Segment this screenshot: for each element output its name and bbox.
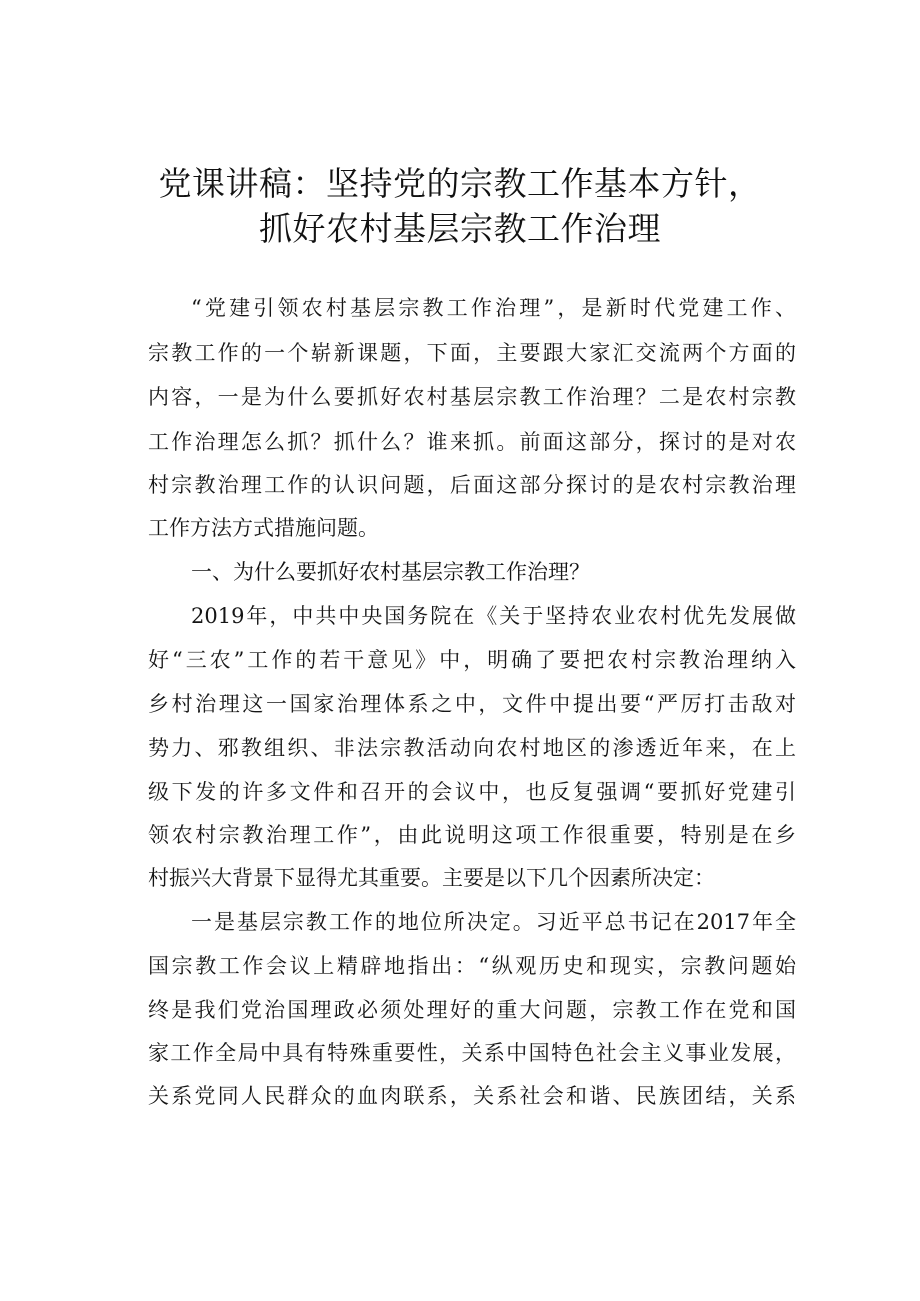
paragraph-line: 势力、邪教组织、非法宗教活动向农村地区的渗透近年来，在上 bbox=[148, 736, 796, 760]
paragraph-line: 关系党同人民群众的血肉联系，关系社会和谐、民族团结，关系 bbox=[148, 1084, 796, 1108]
paragraph-line: 村振兴大背景下显得尤其重要。主要是以下几个因素所决定： bbox=[148, 866, 715, 890]
paragraph-line: 2019年，中共中央国务院在《关于坚持农业农村优先发展做 bbox=[191, 604, 796, 628]
document-title-line-1: 党课讲稿：坚持党的宗教工作基本方针， bbox=[158, 164, 762, 203]
paragraph-line: 好“三农”工作的若干意见》中，明确了要把农村宗教治理纳入 bbox=[148, 648, 796, 672]
paragraph-line: 领农村宗教治理工作”，由此说明这项工作很重要，特别是在乡 bbox=[148, 823, 796, 847]
paragraph-line: 工作方法方式措施问题。 bbox=[148, 516, 379, 540]
section-heading: 一、为什么要抓好农村基层宗教工作治理？ bbox=[191, 560, 590, 584]
paragraph-line: 宗教工作的一个崭新课题，下面，主要跟大家汇交流两个方面的 bbox=[148, 341, 796, 365]
paragraph-line: 乡村治理这一国家治理体系之中，文件中提出要“严厉打击敌对 bbox=[148, 692, 796, 716]
paragraph-line: 国宗教工作会议上精辟地指出：“纵观历史和现实，宗教问题始 bbox=[148, 954, 796, 978]
paragraph-line: 村宗教治理工作的认识问题，后面这部分探讨的是农村宗教治理 bbox=[148, 473, 796, 497]
paragraph-line: 一是基层宗教工作的地位所决定。习近平总书记在2017年全 bbox=[191, 910, 796, 934]
paragraph-line: 终是我们党治国理政必须处理好的重大问题，宗教工作在党和国 bbox=[148, 998, 796, 1022]
paragraph-line: 级下发的许多文件和召开的会议中，也反复强调“要抓好党建引 bbox=[148, 780, 796, 804]
paragraph-line: “党建引领农村基层宗教工作治理”，是新时代党建工作、 bbox=[191, 296, 796, 320]
paragraph-line: 内容，一是为什么要抓好农村基层宗教工作治理？二是农村宗教 bbox=[148, 385, 796, 409]
paragraph-line: 工作治理怎么抓？抓什么？谁来抓。前面这部分，探讨的是对农 bbox=[148, 430, 796, 454]
paragraph-line: 家工作全局中具有特殊重要性，关系中国特色社会主义事业发展， bbox=[148, 1041, 796, 1065]
document-title-line-2: 抓好农村基层宗教工作治理 bbox=[259, 209, 661, 248]
